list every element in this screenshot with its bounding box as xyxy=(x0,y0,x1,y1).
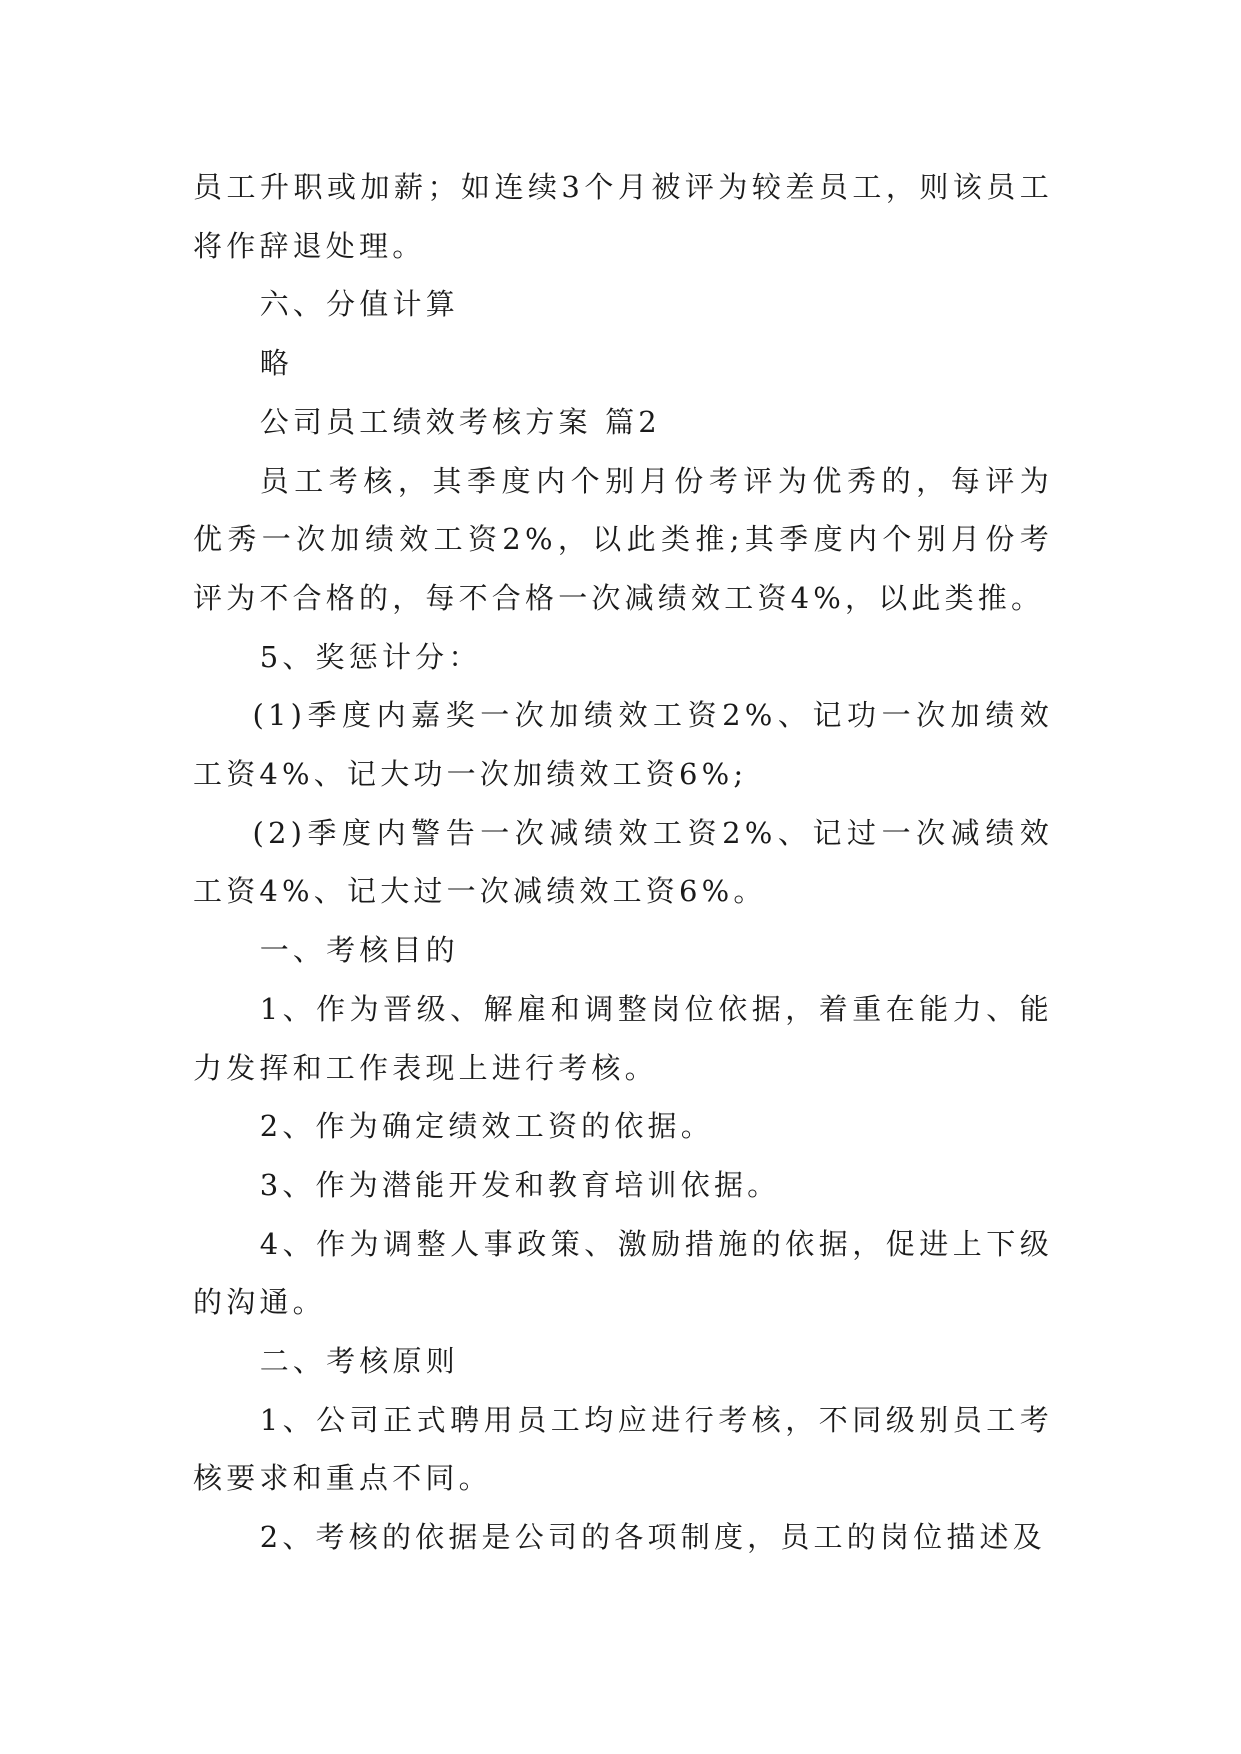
list-item-purpose-3: 3、作为潜能开发和教育培训依据。 xyxy=(259,1167,781,1202)
paragraph-omitted: 略 xyxy=(259,346,293,381)
list-item-purpose-2: 2、作为确定绩效工资的依据。 xyxy=(259,1109,714,1144)
paragraph-reward-penalty-heading: 5、奖惩计分： xyxy=(259,639,482,674)
section-heading-principles: 二、考核原则 xyxy=(259,1344,459,1379)
list-item-principle-2: 2、考核的依据是公司的各项制度，员工的岗位描述及 xyxy=(259,1520,1046,1555)
list-item-purpose-4: 4、作为调整人事政策、激励措施的依据，促进上下级的沟通。 xyxy=(193,1226,1053,1320)
paragraph-monthly-evaluation: 员工考核，其季度内个别月份考评为优秀的，每评为优秀一次加绩效工资2%，以此类推;其季度内个别月份考评为不合格的，每不合格一次减绩效工资4%，以此类推。 xyxy=(193,463,1053,615)
list-item-rewards: (1)季度内嘉奖一次加绩效工资2%、记功一次加绩效工资4%、记大功一次加绩效工资6%; xyxy=(193,698,1053,792)
list-item-penalties: (2)季度内警告一次减绩效工资2%、记过一次减绩效工资4%、记大过一次减绩效工资6%。 xyxy=(193,815,1053,909)
section-heading-score-calculation: 六、分值计算 xyxy=(259,287,459,322)
section-heading-purpose: 一、考核目的 xyxy=(259,933,459,968)
article-title: 公司员工绩效考核方案 篇2 xyxy=(259,404,661,439)
list-item-purpose-1: 1、作为晋级、解雇和调整岗位依据，着重在能力、能力发挥和工作表现上进行考核。 xyxy=(193,991,1053,1085)
paragraph-continuation: 员工升职或加薪；如连续3个月被评为较差员工，则该员工将作辞退处理。 xyxy=(193,170,1053,263)
document-body xyxy=(193,158,1053,1567)
list-item-principle-1: 1、公司正式聘用员工均应进行考核，不同级别员工考核要求和重点不同。 xyxy=(193,1402,1053,1496)
